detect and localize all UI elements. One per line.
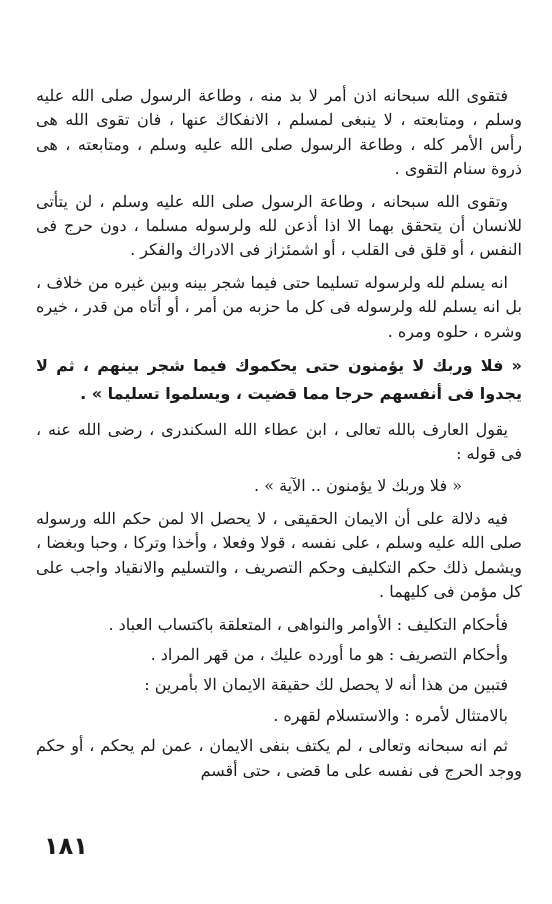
page-number: ١٨١ — [44, 832, 88, 860]
paragraph-4: فيه دلالة على أن الايمان الحقيقى ، لا يحصل الا لمن حكم الله ورسوله صلى الله عليه وسلم ، على نفسه ، قولا وفعلا ، وأخذا وتركا ، وحبا وبغضا ، ويشمل ذلك حكم التكليف وحكم التصريف ، والتسليم والانقياد واجب على كل مؤمن فى كليهما . — [36, 508, 523, 602]
paragraph-5: فأحكام التكليف : الأوامر والنواهى ، المتعلقة باكتساب العباد . — [108, 614, 508, 634]
paragraph-8: بالامتثال لأمره : والاستسلام لقهره . — [273, 705, 508, 725]
quran-quote: « فلا وربك لا يؤمنون حتى يحكموك فيما شجر بينهم ، ثم لا يجدوا فى أنفسهم حرجا مما قضيت ، ويسلموا تسليما » . — [36, 356, 522, 404]
paragraph-3: انه يسلم لله ولرسوله تسليما حتى فيما شجر بينه وبين غيره من خلاف ، بل انه يسلم لله ولرسوله فى كل ما حزبه من أمر ، أو أتاه من قدر ، خيره وشره ، حلوه ومره . — [36, 272, 522, 341]
paragraph-2: وتقوى الله سبحانه ، وطاعة الرسول صلى الله عليه وسلم ، لن يتأتى للانسان أن يتحقق بهما الا اذا أذعن لله ولرسوله مسلما ، دون حرج فى النفس ، أو قلق فى القلب ، أو اشمئزاز فى الادراك والفكر . — [36, 191, 522, 260]
page-body — [36, 84, 522, 791]
paragraph-7: فتبين من هذا أنه لا يحصل لك حقيقة الايمان الا بأمرين : — [144, 675, 508, 695]
paragraph-9: ثم انه سبحانه وتعالى ، لم يكتف بنفى الايمان ، عمن لم يحكم ، أو حكم ووجد الحرج فى نفسه على ما قضى ، حتى أقسم — [36, 736, 522, 780]
verse-reference: « فلا وربك لا يؤمنون .. الآية » . — [254, 475, 462, 495]
paragraph-intro: يقول العارف بالله تعالى ، ابن عطاء الله السكندرى ، رضى الله عنه ، فى قوله : — [36, 420, 522, 464]
paragraph-6: وأحكام التصريف : هو ما أورده عليك ، من قهر المراد . — [150, 644, 508, 664]
paragraph-1: فتقوى الله سبحانه اذن أمر لا بد منه ، وطاعة الرسول صلى الله عليه وسلم ، ومتابعته ، لا ينبغى لمسلم ، الانفكاك عنها ، فان تقوى الله هى رأس الأمر كله ، وطاعة الرسول صلى الله عليه وسلم ، ومتابعته ، هى ذروة سنام التقوى . — [36, 86, 522, 179]
